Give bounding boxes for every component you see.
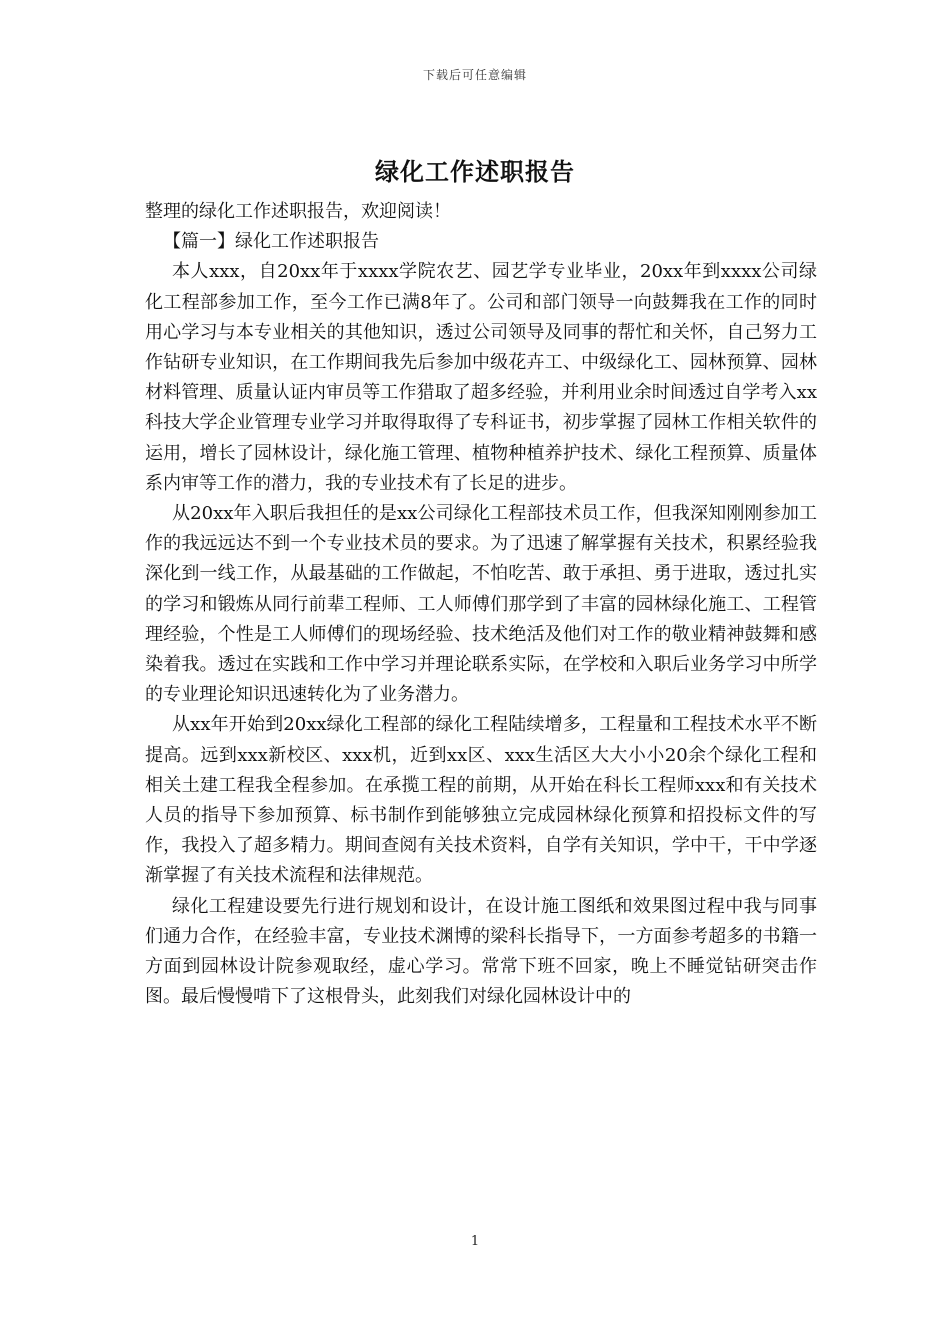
body-paragraph-2: 从20xx年入职后我担任的是xx公司绿化工程部技术员工作，但我深知刚刚参加工作的我远远达不到一个专业技术员的要求。为了迅速了解掌握有关技术，积累经验我深化到一线工作，从最基础的工作做起，不怕吃苦、敢于承担、勇于进取，透过扎实的学习和锻炼从同行前辈工程师、工人师傅们那学到了丰富的园林绿化施工、工程管理经验，个性是工人师傅们的现场经验、技术绝活及他们对工作的敬业精神鼓舞和感染着我。透过在实践和工作中学习并理论联系实际，在学校和入职后业务学习中所学的专业理论知识迅速转化为了业务潜力。 [145,503,817,706]
body-paragraph-3: 从xx年开始到20xx绿化工程部的绿化工程陆续增多，工程量和工程技术水平不断提高。远到xxx新校区、xxx机，近到xx区、xxx生活区大大小小20余个绿化工程和相关土建工程我全程参加。在承揽工程的前期，从开始在科长工程师xxx和有关技术人员的指导下参加预算、标书制作到能够独立完成园林绿化预算和招投标文件的写作，我投入了超多精力。期间查阅有关技术资料，自学有关知识，学中干，干中学逐渐掌握了有关技术流程和法律规范。 [145,714,817,887]
section-heading: 【篇一】绿化工作述职报告 [163,231,379,253]
document-body [145,197,817,1012]
intro-line: 整理的绿化工作述职报告，欢迎阅读！ [145,201,451,222]
page-number: 1 [470,1234,480,1249]
document-title: 绿化工作述职报告 [375,157,575,186]
body-paragraph-4: 绿化工程建设要先行进行规划和设计，在设计施工图纸和效果图过程中我与同事们通力合作，在经验丰富，专业技术渊博的梁科长指导下，一方面参考超多的书籍一方面到园林设计院参观取经，虚心学习。常常下班不回家，晚上不睡觉钻研突击作图。最后慢慢啃下了这根骨头，此刻我们对绿化园林设计中的 [145,895,817,1008]
page-header-note: 下载后可任意编辑 [422,68,527,82]
body-paragraph-1: 本人xxx，自20xx年于xxxx学院农艺、园艺学专业毕业，20xx年到xxxx公司绿化工程部参加工作，至今工作已满8年了。公司和部门领导一向鼓舞我在工作的同时用心学习与本专业相关的其他知识，透过公司领导及同事的帮忙和关怀，自己努力工作钻研专业知识，在工作期间我先后参加中级花卉工、中级绿化工、园林预算、园林材料管理、质量认证内审员等工作猎取了超多经验，并利用业余时间透过自学考入xx科技大学企业管理专业学习并取得取得了专科证书，初步掌握了园林工作相关软件的运用，增长了园林设计，绿化施工管理、植物种植养护技术、绿化工程预算、质量体系内审等工作的潜力，我的专业技术有了长足的进步。 [145,261,817,494]
